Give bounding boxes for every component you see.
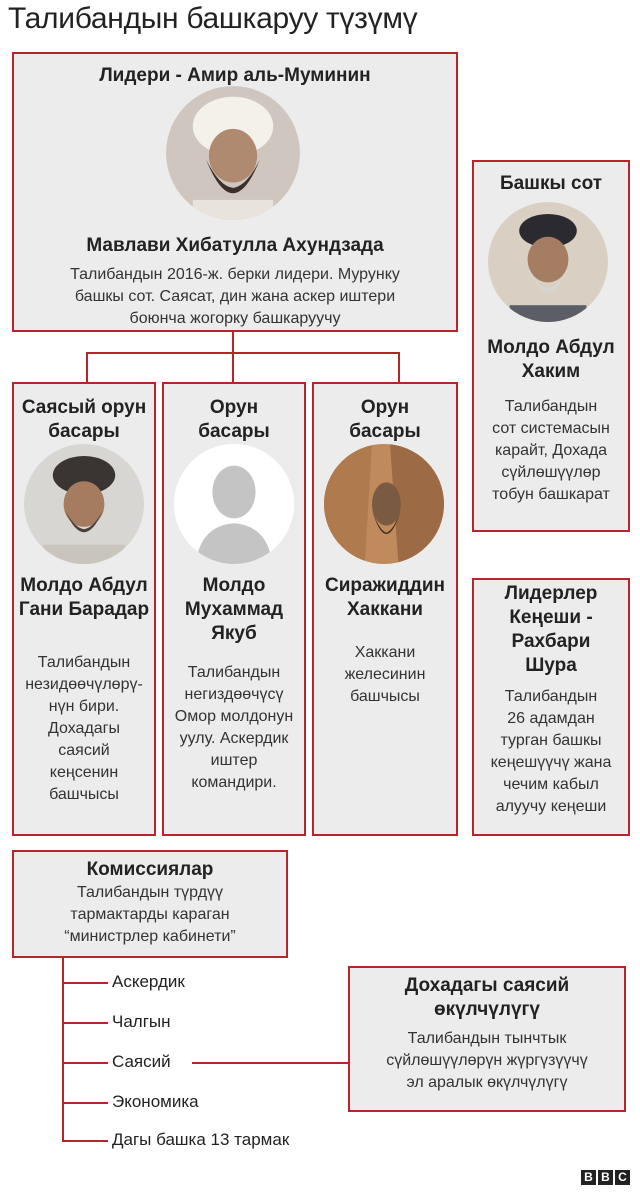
chief-justice-portrait <box>488 202 608 322</box>
chief-justice-desc: Талибандын сот системасын карайт, Дохада сүйлөшүүлөр тобун башкарат <box>492 398 610 503</box>
deputy-3-portrait <box>324 444 444 564</box>
council-desc: Талибандын 26 адамдан турган башкы кеңешүүчү жана чечим кабыл алуучу кеңеши <box>490 688 612 815</box>
tree-branch-3 <box>62 1062 108 1064</box>
political-office-heading: Дохадагы саясий өкүлчүлүгү <box>404 975 570 1020</box>
connector-leader-down <box>232 330 234 354</box>
commission-item: Дагы башка 13 тармак <box>112 1130 290 1149</box>
leader-name: Мавлави Хибатулла Ахундзада <box>86 235 384 256</box>
tree-branch-4 <box>62 1102 108 1104</box>
deputy-1-desc: Талибандын незидөөчүлөрү- нүн бири. Дохадагы саясий кеңсенин башчысы <box>25 654 143 803</box>
council-heading: Лидерлер Кеңеши - Рахбари Шура <box>504 583 598 676</box>
commissions-desc: Талибандын түрдүү тармактарды караган “министрлер кабинети” <box>64 884 236 945</box>
commissions-box <box>12 850 288 958</box>
tree-branch-5 <box>62 1140 108 1142</box>
deputy-1-heading: Саясый орун басары <box>21 397 147 442</box>
tree-trunk <box>62 958 64 1142</box>
political-office-box <box>348 966 626 1112</box>
leader-desc: Талибандын 2016-ж. берки лидери. Мурунку башкы сот. Саясат, дин жана аскер иштери боюнча жогорку башкаруучу <box>70 266 400 327</box>
tree-branch-3-ext <box>192 1062 350 1064</box>
connector-deputy-1 <box>86 352 88 382</box>
commission-item: Саясий <box>112 1052 171 1071</box>
chief-justice-heading: Башкы сот <box>499 173 603 194</box>
page-title: Талибандын башкаруу түзүмү <box>8 2 418 35</box>
leader-heading: Лидери - Амир аль-Муминин <box>99 65 371 86</box>
deputy-3-desc: Хаккани желесинин башчысы <box>344 644 426 705</box>
deputy-2-name: Молдо Мухаммад Якуб <box>184 575 284 644</box>
political-office-desc: Талибандын тынчтык сүйлөшүүлөрүн жүргүзүүчү эл аралык өкүлчүлүгү <box>386 1030 588 1091</box>
connector-deputy-3 <box>398 352 400 382</box>
leader-portrait <box>166 86 300 220</box>
tree-branch-1 <box>62 982 108 984</box>
council-box <box>472 578 630 836</box>
connector-deputy-2 <box>232 352 234 382</box>
commission-item: Экономика <box>112 1092 199 1111</box>
connector-horizontal <box>86 352 400 354</box>
commissions-heading: Комиссиялар <box>86 859 214 880</box>
bbc-logo: B B C <box>581 1170 630 1185</box>
deputy-3-heading: Орун басары <box>349 397 421 442</box>
deputy-2-desc: Талибандын негиздөөчүсү Омор молдонун уулу. Аскердик иштер командири. <box>174 664 294 791</box>
deputy-2-heading: Орун басары <box>198 397 270 442</box>
placeholder-avatar-icon <box>174 444 294 564</box>
commission-item: Чалгын <box>112 1012 171 1031</box>
deputy-1-portrait <box>24 444 144 564</box>
tree-branch-2 <box>62 1022 108 1024</box>
deputy-1-name: Молдо Абдул Гани Барадар <box>18 575 150 620</box>
deputy-3-name: Сиражиддин Хаккани <box>324 575 445 620</box>
chief-justice-name: Молдо Абдул Хаким <box>487 337 615 382</box>
commission-item: Аскердик <box>112 972 185 991</box>
